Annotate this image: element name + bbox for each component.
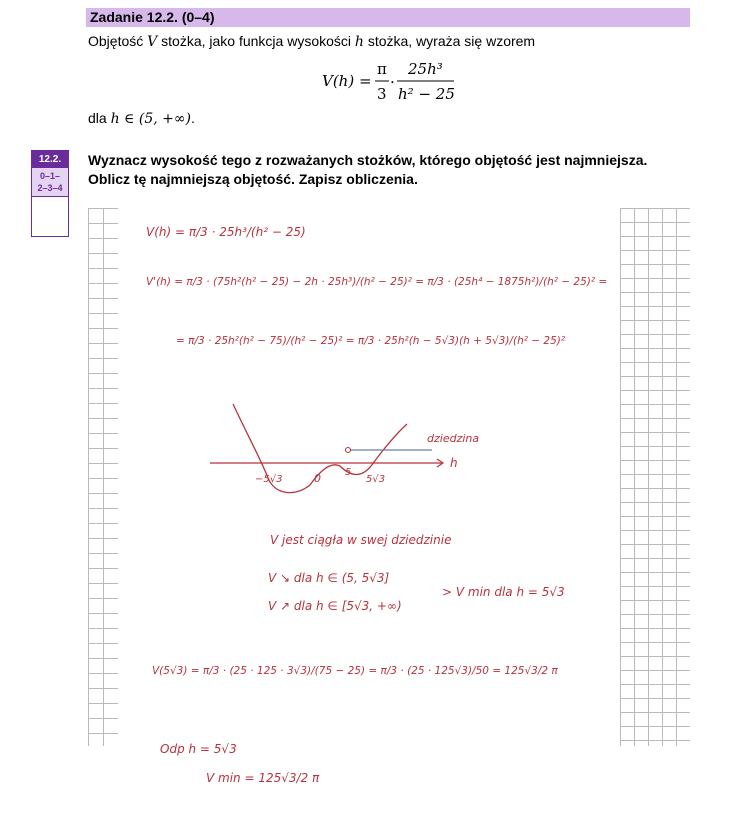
- sign-graph: [210, 404, 479, 493]
- formula-lhs: V(h) =: [322, 72, 372, 90]
- hw-line-3: = π/3 · 25h²(h² − 75)/(h² − 25)² = π/3 · 25h²(h − 5√3)(h + 5√3)/(h² − 25)²: [176, 335, 566, 347]
- hw-answer-height: Odp h = 5√3: [160, 742, 237, 756]
- hw-decreasing: V ↘ dla h ∈ (5, 5√3]: [268, 571, 390, 585]
- hw-increasing: V ↗ dla h ∈ [5√3, +∞): [268, 599, 402, 613]
- graph-domain-label: dziedzina: [427, 432, 480, 445]
- domain-part: dla: [88, 110, 111, 126]
- task-line: Wyznacz wysokość tego z rozważanych stożków, którego objętość jest najmniejsza.: [88, 152, 648, 168]
- graph-five-label: 5: [345, 467, 352, 478]
- intro-part: Objętość: [88, 33, 148, 49]
- domain-open-point: [346, 448, 351, 453]
- var-h: h: [354, 34, 364, 50]
- score-number: 12.2.: [32, 151, 68, 168]
- graph-axis-label: h: [450, 456, 458, 470]
- hw-line-1: V(h) = π/3 · 25h³/(h² − 25): [146, 225, 306, 239]
- hw-calculation: V(5√3) = π/3 · (25 · 125 · 3√3)/(75 − 25) = π/3 · (25 · 125√3)/50 = 125√3/2 π: [152, 665, 558, 677]
- task-title: Zadanie 12.2. (0–4): [90, 9, 215, 25]
- domain-part: .: [190, 110, 195, 126]
- formula-denominator: h² − 25: [398, 85, 455, 103]
- formula-numerator: 25h³: [408, 60, 443, 78]
- hw-minimum: > V min dla h = 5√3: [442, 585, 565, 599]
- graph-zero-label: 0: [314, 472, 321, 485]
- hw-answer-volume: V min = 125√3/2 π: [206, 771, 320, 785]
- var-v: V: [147, 34, 158, 50]
- hw-continuity: V jest ciągła w swej dziedzinie: [270, 533, 452, 547]
- intro-part: stożka, wyraża się wzorem: [363, 33, 536, 49]
- formula-dot: ·: [390, 73, 395, 91]
- task-line: Oblicz tę najmniejszą objętość. Zapisz obliczenia.: [88, 171, 418, 187]
- intro-part: stożka, jako funkcja wysokości: [157, 33, 355, 49]
- graph-pos-label: 5√3: [366, 474, 386, 485]
- score-line: 0–1–: [39, 171, 61, 181]
- domain-expr: h ∈ (5, +∞): [110, 111, 191, 127]
- graph-neg-label: −5√3: [255, 474, 283, 485]
- formula-pi: π: [377, 60, 387, 78]
- formula-three: 3: [377, 85, 387, 103]
- hw-line-2: V'(h) = π/3 · (75h²(h² − 25) − 2h · 25h³)/(h² − 25)² = π/3 · (25h⁴ − 1875h²)/(h² − 25)² =: [146, 276, 608, 288]
- score-line: 2–3–4: [37, 183, 63, 193]
